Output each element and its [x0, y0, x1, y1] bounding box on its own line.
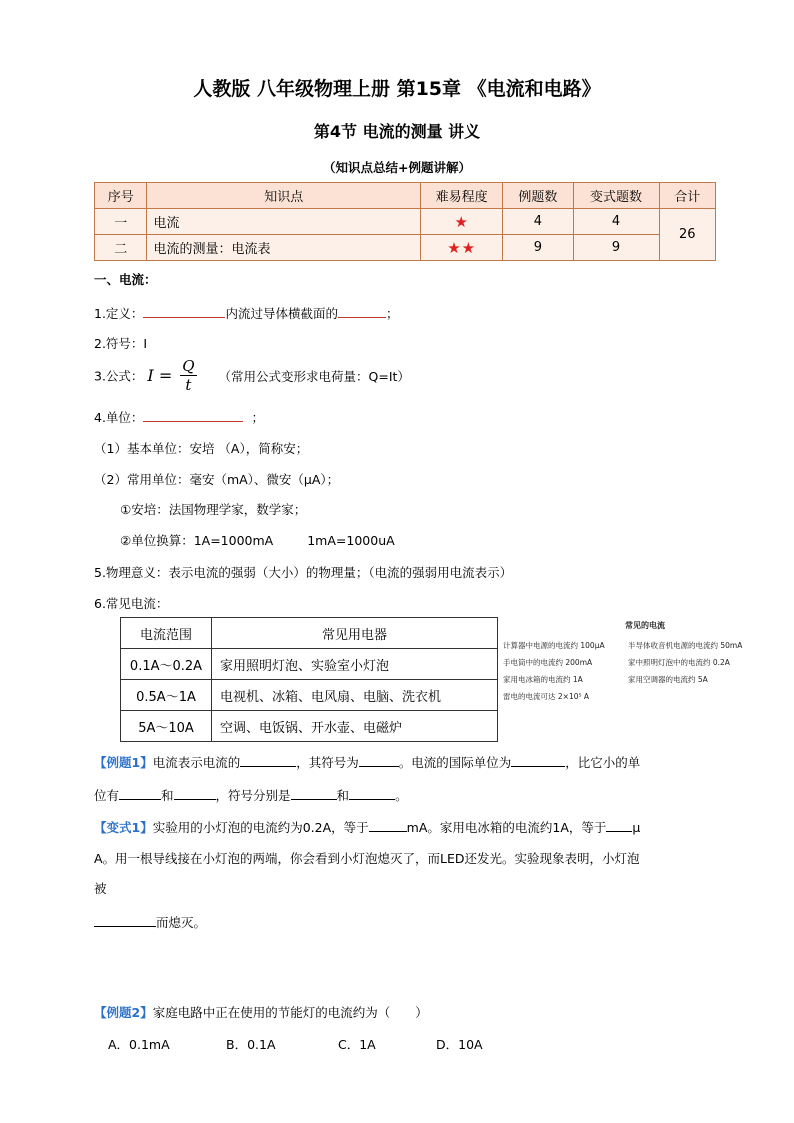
answer-blank[interactable]: [606, 817, 632, 832]
conversion-b: 1mA=1000uA: [307, 533, 395, 548]
answer-blank[interactable]: [174, 785, 216, 800]
summary-row: [95, 209, 716, 235]
option-a[interactable]: A．0.1mA: [108, 1037, 170, 1052]
example-text: 电流表示电流的: [152, 755, 241, 770]
formula-lhs: I =: [147, 366, 173, 385]
side-note-item: 半导体收音机电源的电流约 50mA: [628, 641, 743, 650]
current-range: 0.1A～0.2A: [121, 649, 212, 680]
example-1-line-2: [94, 785, 408, 804]
current-range: 0.5A～1A: [121, 680, 212, 711]
example-text: 。: [395, 788, 408, 803]
unit-common: （2）常用单位：毫安（mA）、微安（μA）；: [94, 472, 340, 487]
header-cell: 例题数: [503, 183, 573, 209]
example-2-tag: 【例题2】: [94, 1005, 153, 1020]
conversion-line: [120, 531, 395, 549]
summary-row: [95, 235, 716, 261]
answer-blank[interactable]: [143, 407, 243, 422]
answer-blank[interactable]: [240, 752, 296, 767]
variant-text: 而熄灭。: [156, 915, 207, 930]
side-note-item: 手电筒中的电流约 200mA: [503, 658, 593, 667]
example-text: ，符号分别是: [215, 788, 291, 803]
option-c[interactable]: C．1A: [338, 1037, 376, 1052]
formula-fraction: [180, 357, 196, 394]
variant-1-line-4: [94, 912, 206, 931]
document-note: （知识点总结+例题讲解）: [323, 160, 471, 175]
header-cell: 变式题数: [573, 183, 659, 209]
variant-1-tag: 【变式1】: [94, 820, 153, 835]
variant-count: 4: [573, 209, 659, 235]
example-text: 和: [161, 788, 174, 803]
example-text: 。电流的国际单位为: [398, 755, 512, 770]
current-devices: 家用照明灯泡、实验室小灯泡: [212, 649, 498, 680]
document-title: 人教版 八年级物理上册 第15章 《电流和电路》: [193, 78, 601, 100]
side-note-item: 家用空调器的电流约 5A: [628, 675, 708, 684]
formula-numerator: Q: [182, 357, 195, 375]
symbol-line: 2.符号：I: [94, 336, 148, 351]
answer-blank[interactable]: [338, 303, 386, 318]
difficulty-stars: ★: [421, 209, 503, 235]
answer-blank[interactable]: [511, 752, 565, 767]
side-note-item: 家中照明灯泡中的电流约 0.2A: [628, 658, 730, 667]
unit-label: 4.单位：: [94, 410, 144, 425]
formula-denominator: t: [185, 376, 192, 394]
answer-blank[interactable]: [349, 785, 395, 800]
conversion-a: ②单位换算：1A=1000mA: [120, 533, 274, 548]
example-1-tag: 【例题1】: [94, 755, 153, 770]
summary-table: [94, 182, 716, 261]
physical-meaning: 5.物理意义：表示电流的强弱（大小）的物理量；（电流的强弱用电流表示）: [94, 565, 513, 580]
header-cell: 电流范围: [121, 618, 212, 649]
variant-text: 实验用的小灯泡的电流约为0.2A，等于: [152, 820, 369, 835]
unit-end: ；: [251, 410, 264, 425]
definition-text: 内流过导体横截面的: [225, 306, 338, 321]
option-b[interactable]: B．0.1A: [226, 1037, 276, 1052]
example-2-question: [94, 1003, 428, 1021]
example-2-options: [108, 1035, 516, 1053]
example-text: ，其符号为: [296, 755, 359, 770]
header-cell: 常见用电器: [212, 618, 498, 649]
common-current-table: [120, 617, 498, 742]
unit-line: [94, 407, 264, 426]
example-count: 9: [503, 235, 573, 261]
current-row: [121, 711, 498, 742]
total-count: 26: [659, 209, 716, 261]
difficulty-stars: ★★: [421, 235, 503, 261]
answer-blank[interactable]: [291, 785, 337, 800]
header-cell: 序号: [95, 183, 147, 209]
variant-1-line-1: [94, 817, 640, 836]
formula-line: [94, 357, 410, 394]
summary-header-row: [95, 183, 716, 209]
definition-end: ；: [385, 306, 399, 321]
current-devices: 电视机、冰箱、电风扇、电脑、洗衣机: [212, 680, 498, 711]
variant-text: mA。家用电冰箱的电流约1A，等于: [406, 820, 607, 835]
example-1-line-1: [94, 752, 640, 771]
unit-basic: （1）基本单位：安培 （A），简称安；: [94, 441, 309, 456]
current-range: 5A～10A: [121, 711, 212, 742]
side-note-title: 常见的电流: [625, 621, 665, 630]
answer-blank[interactable]: [119, 785, 161, 800]
definition-label: 1.定义：: [94, 306, 144, 321]
variant-count: 9: [573, 235, 659, 261]
row-number: 二: [95, 235, 147, 261]
example-count: 4: [503, 209, 573, 235]
formula-label: 3.公式：: [94, 368, 144, 384]
answer-blank[interactable]: [359, 752, 399, 767]
example-text: 位有: [94, 788, 120, 803]
current-row: [121, 680, 498, 711]
side-note-item: 计算器中电源的电流约 100μA: [503, 641, 605, 650]
common-current-label: 6.常见电流：: [94, 596, 169, 611]
header-cell: 难易程度: [421, 183, 503, 209]
current-header-row: [121, 618, 498, 649]
answer-blank[interactable]: [94, 912, 156, 927]
row-topic: 电流: [147, 209, 421, 235]
formula-note: （常用公式变形求电荷量：Q=It）: [218, 368, 410, 384]
row-number: 一: [95, 209, 147, 235]
section-heading: 一、电流：: [94, 272, 157, 287]
current-row: [121, 649, 498, 680]
example-text: 和: [336, 788, 350, 803]
ampere-note: ①安培：法国物理学家，数学家；: [120, 502, 307, 517]
definition-line: [94, 303, 398, 322]
answer-blank[interactable]: [369, 817, 407, 832]
row-topic: 电流的测量：电流表: [147, 235, 421, 261]
side-note-item: 家用电冰箱的电流约 1A: [503, 675, 583, 684]
current-devices: 空调、电饭锅、开水壶、电磁炉: [212, 711, 498, 742]
answer-blank[interactable]: [143, 303, 225, 318]
variant-1-line-3: 被: [94, 881, 107, 896]
header-cell: 知识点: [147, 183, 421, 209]
example-text: 家庭电路中正在使用的节能灯的电流约为（ ）: [152, 1005, 428, 1020]
option-d[interactable]: D．10A: [436, 1037, 483, 1052]
side-note-item: 雷电的电流可达 2×10⁵ A: [503, 692, 590, 701]
example-text: ，比它小的单: [565, 755, 641, 770]
variant-text: μ: [632, 820, 641, 835]
header-cell: 合计: [659, 183, 716, 209]
variant-1-line-2: A。用一根导线接在小灯泡的两端，你会看到小灯泡熄灭了，而LED还发光。实验现象表明，小灯泡: [94, 851, 640, 866]
document-subtitle: 第4节 电流的测量 讲义: [313, 122, 481, 141]
